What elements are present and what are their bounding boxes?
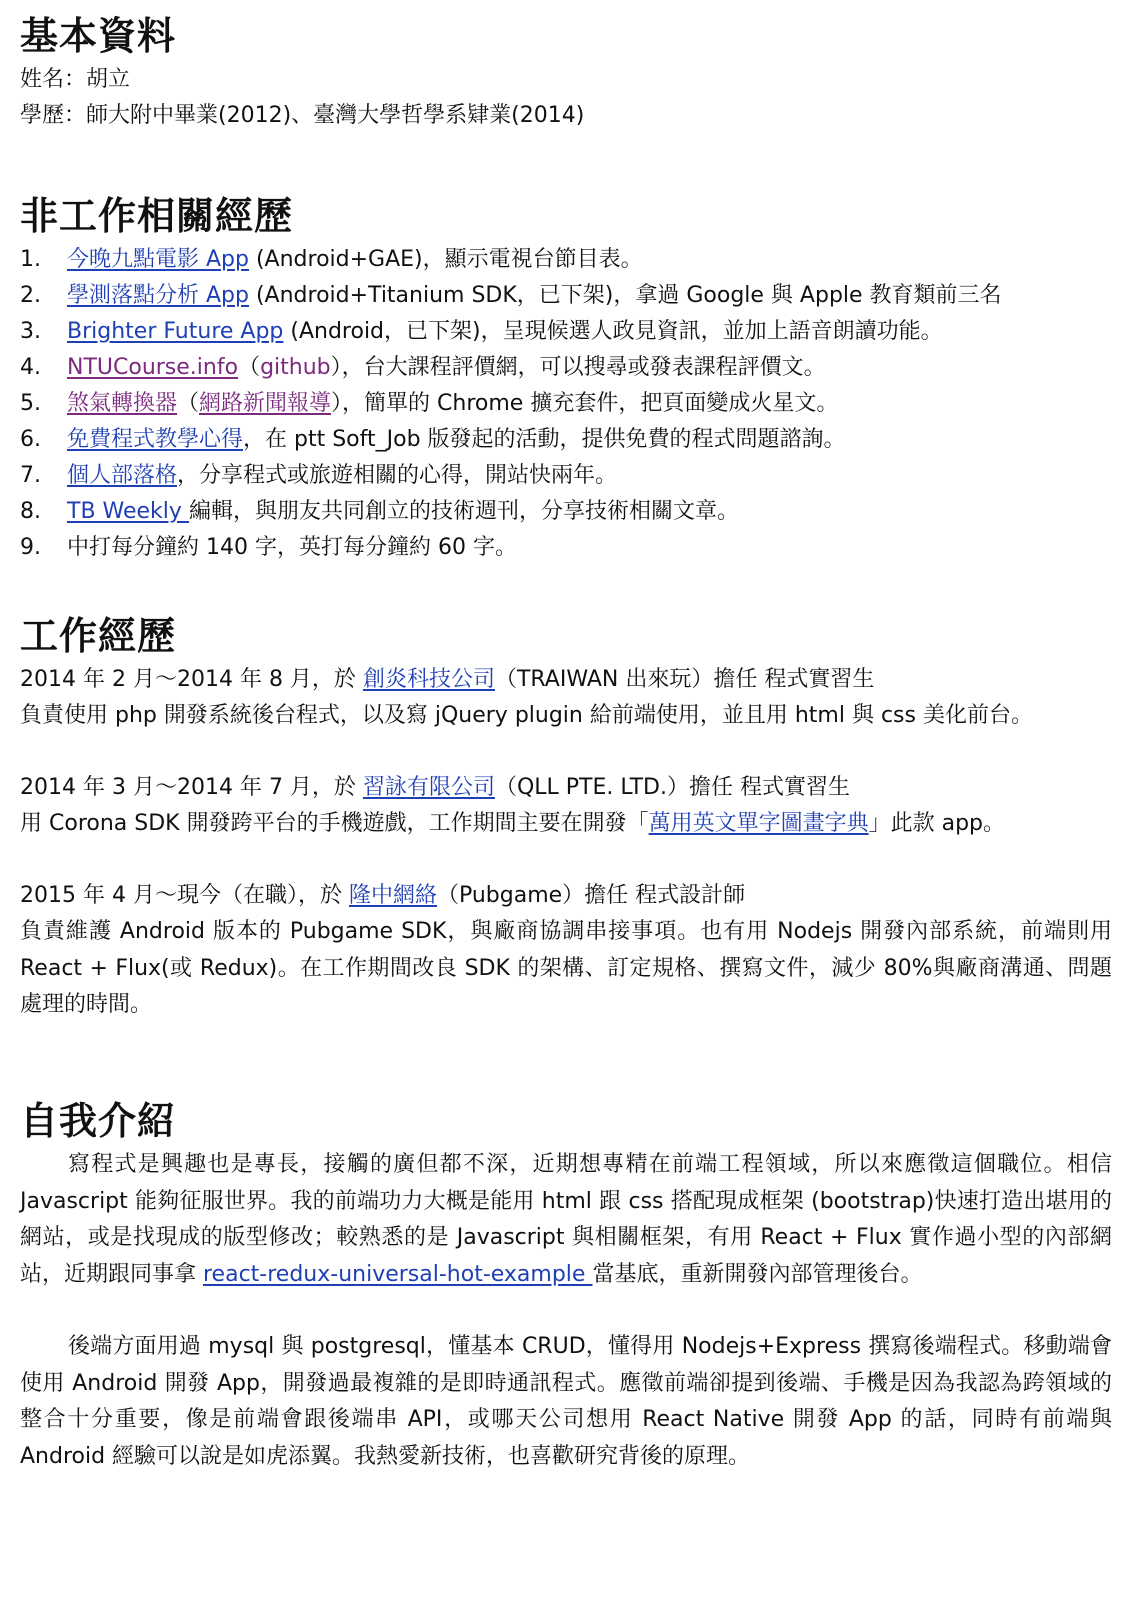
list-item	[20, 350, 1002, 386]
list-item	[20, 422, 1002, 458]
item-text: (Android，已下架)，呈現候選人政見資訊，並加上語音朗讀功能。	[283, 319, 943, 344]
job-title-line	[20, 770, 1112, 806]
list-number: 3.	[20, 319, 41, 344]
list-number: 9.	[20, 535, 41, 560]
job-period: 2015 年 4 月～現今（在職），於	[20, 883, 349, 908]
link-tb-weekly[interactable]: TB Weekly	[67, 499, 189, 524]
item-text: （	[238, 355, 261, 380]
list-number: 8.	[20, 499, 41, 524]
link-ntucourse[interactable]: NTUCourse.info	[67, 355, 239, 380]
spacer	[20, 1293, 1112, 1329]
job-entry	[20, 770, 1112, 842]
education-line: 學歷：師大附中畢業(2012)、臺灣大學哲學系肄業(2014)	[20, 103, 585, 128]
item-text: ，在 ptt Soft_Job 版發起的活動，提供免費的程式問題諮詢。	[243, 427, 846, 452]
link-exam-analysis-app[interactable]: 學測落點分析 App	[67, 283, 249, 308]
list-number: 1.	[20, 247, 41, 272]
link-company-traiwan[interactable]: 創炎科技公司	[362, 667, 495, 692]
list-number: 6.	[20, 427, 41, 452]
link-dictionary-app[interactable]: 萬用英文單字圖畫字典	[648, 811, 869, 836]
item-text: ，分享程式或旅遊相關的心得，開站快兩年。	[177, 463, 618, 488]
heading-work-experience: 工作經歷	[20, 614, 177, 658]
job-title-line	[20, 878, 1112, 914]
list-item	[20, 314, 1002, 350]
item-text: 編輯，與朋友共同創立的技術週刊，分享技術相關文章。	[188, 499, 739, 524]
list-item	[20, 494, 1002, 530]
link-brighter-future-app[interactable]: Brighter Future App	[67, 319, 284, 344]
link-personal-blog[interactable]: 個人部落格	[67, 463, 178, 488]
job-description: 負責使用 php 開發系統後台程式，以及寫 jQuery plugin 給前端使用，並且用 html 與 css 美化前台。	[20, 703, 1033, 728]
list-number: 7.	[20, 463, 41, 488]
section-self-intro	[20, 1095, 1112, 1475]
job-entry	[20, 878, 1112, 1024]
job-description-text: 」此款 app。	[868, 811, 1006, 836]
job-role: （TRAIWAN 出來玩）擔任 程式實習生	[494, 667, 875, 692]
item-text: ），台大課程評價網，可以搜尋或發表課程評價文。	[330, 355, 826, 380]
item-text: （	[177, 391, 200, 416]
job-entry	[20, 662, 1112, 734]
link-react-redux-example[interactable]: react-redux-universal-hot-example	[203, 1261, 593, 1287]
section-basic-info	[20, 10, 584, 134]
item-text: (Android+Titanium SDK，已下架)，拿過 Google 與 Apple 教育類前三名	[248, 283, 1002, 308]
link-company-pubgame[interactable]: 隆中網絡	[348, 883, 437, 908]
list-number: 4.	[20, 355, 41, 380]
link-github[interactable]: github	[260, 355, 331, 380]
nonwork-list	[20, 242, 1002, 566]
spacer	[20, 842, 1112, 878]
intro-text: 寫程式是興趣也是專長，接觸的廣但都不深，近期想專精在前端工程領域，所以來應徵這個職位。相信 Javascript 能夠征服世界。我的前端功力大概是能用 html 跟 css 搭配現成框架 (bootstrap)快速打造出堪用的網站，或是找現成的版型修改；較熟悉的是 Javascript 與相關框架，有用 React + Flux 實作過小型的內部網站，近期跟同事拿	[20, 1152, 1112, 1287]
intro-paragraph-1	[20, 1147, 1112, 1293]
link-tonight-movie-app[interactable]: 今晚九點電影 App	[67, 247, 249, 272]
job-period: 2014 年 3 月～2014 年 7 月，於	[20, 775, 363, 800]
link-news-report[interactable]: 網路新聞報導	[199, 391, 332, 416]
heading-basic-info: 基本資料	[20, 14, 177, 58]
job-description	[20, 806, 1112, 842]
intro-paragraph-2: 後端方面用過 mysql 與 postgresql，懂基本 CRUD，懂得用 Nodejs+Express 撰寫後端程式。移動端會使用 Android 開發 App，開發過最複雜的是即時通訊程式。應徵前端卻提到後端、手機是因為我認為跨領域的整合十分重要，像是前端會跟後端串 API，或哪天公司想用 React Native 開發 App 的話，同時有前端與 Android 經驗可以說是如虎添翼。我熱愛新技術，也喜歡研究背後的原理。	[20, 1334, 1112, 1469]
link-converter[interactable]: 煞氣轉換器	[67, 391, 178, 416]
spacer	[20, 734, 1112, 770]
name-line: 姓名：胡立	[20, 67, 131, 92]
link-free-teaching[interactable]: 免費程式教學心得	[67, 427, 244, 452]
list-item	[20, 278, 1002, 314]
intro-text: 當基底，重新開發內部管理後台。	[592, 1261, 923, 1287]
list-item	[20, 242, 1002, 278]
heading-self-intro: 自我介紹	[20, 1099, 177, 1143]
list-number: 2.	[20, 283, 41, 308]
item-text: 中打每分鐘約 140 字，英打每分鐘約 60 字。	[67, 535, 517, 560]
job-title-line	[20, 662, 1112, 698]
job-period: 2014 年 2 月～2014 年 8 月，於	[20, 667, 363, 692]
job-role: （Pubgame）擔任 程式設計師	[436, 883, 746, 908]
job-description-text: 用 Corona SDK 開發跨平台的手機遊戲，工作期間主要在開發「	[20, 811, 649, 836]
list-number: 5.	[20, 391, 41, 416]
list-item	[20, 530, 1002, 566]
list-item	[20, 386, 1002, 422]
item-text: (Android+GAE)，顯示電視台節目表。	[248, 247, 643, 272]
job-description: 負責維護 Android 版本的 Pubgame SDK，與廠商協調串接事項。也有用 Nodejs 開發內部系統，前端則用 React + Flux(或 Redux)。在工作期間改良 SDK 的架構、訂定規格、撰寫文件，減少 80%與廠商溝通、問題處理的時間。	[20, 919, 1112, 1017]
link-company-qll[interactable]: 習詠有限公司	[362, 775, 495, 800]
item-text: ），簡單的 Chrome 擴充套件，把頁面變成火星文。	[331, 391, 839, 416]
section-work-experience	[20, 610, 1112, 1024]
section-nonwork-experience	[20, 190, 1002, 566]
list-item	[20, 458, 1002, 494]
heading-nonwork-experience: 非工作相關經歷	[20, 194, 294, 238]
job-role: （QLL PTE. LTD.）擔任 程式實習生	[494, 775, 850, 800]
